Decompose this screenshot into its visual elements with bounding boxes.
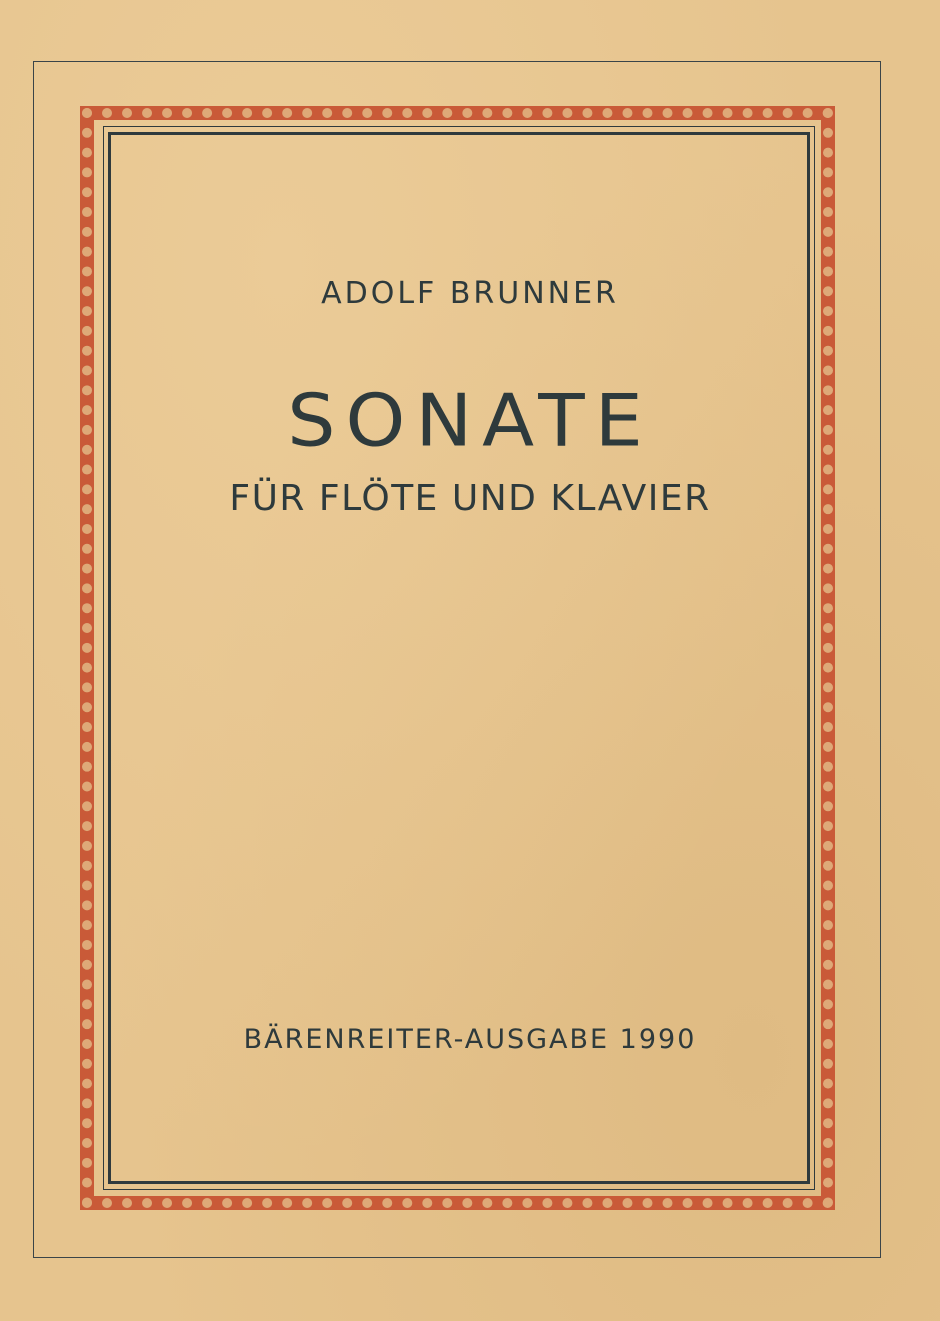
composer-name: ADOLF BRUNNER — [321, 276, 619, 311]
publisher-edition: BÄRENREITER-AUSGABE 1990 — [243, 1024, 697, 1055]
work-title: SONATE — [287, 378, 653, 463]
instrumentation-subtitle: FÜR FLÖTE UND KLAVIER — [229, 478, 711, 519]
